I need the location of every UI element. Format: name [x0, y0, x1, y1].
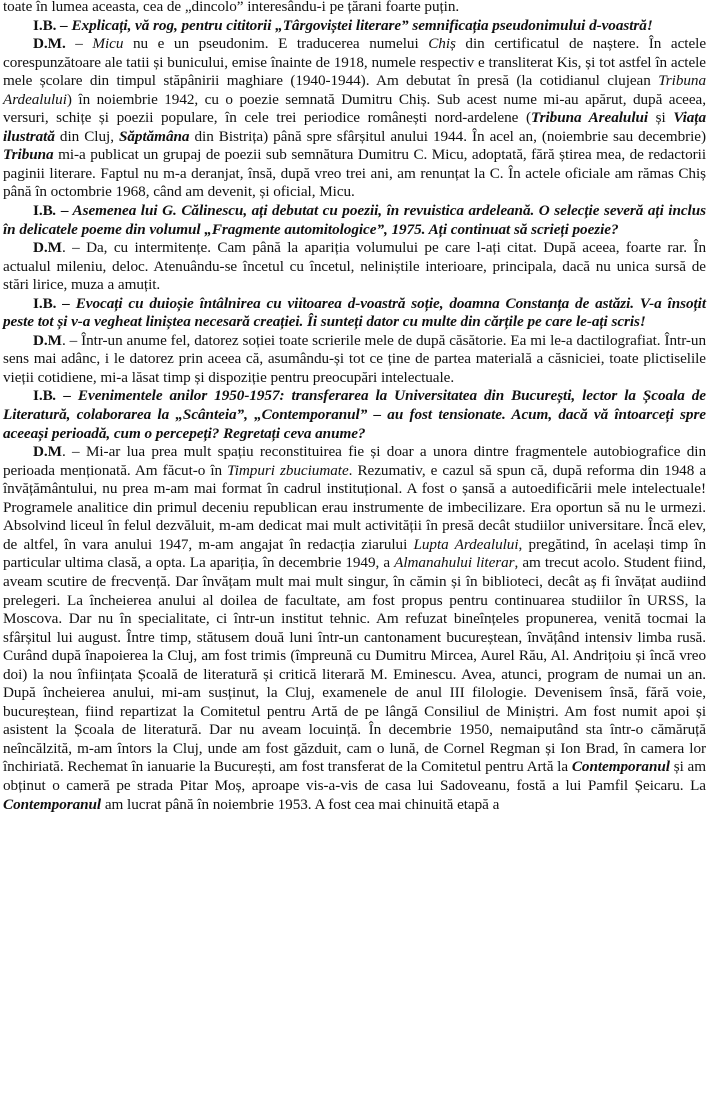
italic-title: Timpuri zbuciumate — [227, 461, 349, 479]
italic-title: Micu — [92, 35, 124, 53]
answer-text: din certificatul de naștere. În actele corespunzătoare ale tatii și bunicului, emise înainte de 1918, numele respectiv e transliterat Kis, și tot astfel în actele mele școlare din timpul stăpânirii maghiare (1940-1944). Am debutat în presă (la cotidianul clujean — [3, 35, 707, 90]
question-text: Evocați cu duioșie întâlnirea cu viitoarea d-voastră soție, doamna Constanța de astăzi. V-a însoțit peste tot și v-a vegheat liniștea necesară creației. Îi sunteți dator cu multe din cărțile pe care le-ați scris! — [3, 294, 706, 331]
answer-text: . Rezumativ, e cazul să spun că, după reforma din 1948 a învățământului, nu prea m-am mai format în cadrul instituțional. A fost o șansă a autoedificării mele intelectuale! Programele analitice din primul deceniu republican erau instrumente de imbecilizare. Era oportun să nu le urmezi. Absolvind liceul în felul dezvăluit, m-am dedicat mai mult activității în presă decât studiilor universitare. Încă elev, de altfel, în vara anului 1947, m-am angajat în redacția ziarului — [3, 461, 707, 553]
answer-text: Mi-ar lua prea mult spațiu reconstituirea fie și doar a unora dintre fragmentele autobiografice din perioada menționată. Am făcut-o în — [3, 443, 706, 479]
speaker-dash: . – — [61, 443, 86, 461]
speaker-dash: . – — [61, 331, 82, 349]
italic-title: Almanahului literar — [394, 554, 515, 572]
italic-title: Chiș — [428, 35, 456, 53]
speaker-dash: – — [65, 35, 93, 53]
answer-paragraph — [3, 443, 706, 814]
speaker-label: I.B. — [33, 16, 57, 34]
question-text: Explicați, vă rog, pentru cititorii „Târgoviștei literare” semnificația pseudonimului d-voastră! — [71, 16, 653, 34]
answer-text: Da, cu intermitențe. Cam până la apariția volumului pe care l-ați citat. După aceea, foarte rar. În actualul mileniu, deloc. Atenuându-se încetul cu încetul, neliniștile interioare, principala, dacă nu unica sursă de stări lirice, muza a amuțit. — [3, 239, 706, 294]
speaker-label: D.M — [33, 239, 62, 257]
interview-blocks — [3, 17, 706, 815]
speaker-label: D.M — [33, 443, 62, 461]
speaker-label: I.B — [33, 387, 53, 405]
italic-title: Viața ilustrată — [3, 109, 706, 145]
question-paragraph — [3, 202, 706, 239]
answer-text: și am obținut o cameră pe strada Pitar Moș, aproape vis-a-vis de casa lui Sadoveanu, fostă a lui Pamfil Șeicaru. La — [3, 758, 707, 794]
answer-text: ) în noiembrie 1942, cu o poezie semnată Dumitru Chiș. Sub acest nume mi-au apărut, după aceea, versuri, schițe și poezii populare, în cele trei periodice românești nord-ardelene ( — [3, 90, 706, 127]
answer-text: mi-a publicat un grupaj de poezii sub semnătura Dumitru C. Micu, adoptată, fără știrea mea, de redactorii paginii literare. Faptul nu m-a deranjat, însă, după vreo trei ani, am renunțat la C. În actele oficiale am rămas Chiș până în octombrie 1968, când am devenit, și oficial, Micu. — [3, 146, 706, 201]
speaker-dash: – — [56, 294, 76, 312]
answer-text: am lucrat până în noiembrie 1953. A fost cea mai chinuită etapă a — [101, 795, 500, 813]
italic-title: Lupta Ardealului — [413, 535, 519, 553]
speaker-label: D.M — [33, 331, 62, 349]
italic-title: Contemporanul — [3, 795, 102, 813]
question-text: Evenimentele anilor 1950-1957: transferarea la Universitatea din București, lector la Școala de Literatură, colaborarea la „Scânteia”, „Contemporanul” – au fost tensionate. Acum, dacă vă întoarceți spre aceeași perioadă, cum o percepeți? Regretați ceva anume? — [3, 387, 706, 442]
italic-title: Tribuna — [3, 146, 54, 164]
speaker-dash: . – — [61, 239, 87, 257]
speaker-label: I.B — [33, 202, 53, 220]
answer-text: din Cluj, — [54, 127, 119, 145]
speaker-label: I.B. — [33, 294, 57, 312]
answer-paragraph — [3, 332, 706, 388]
answer-paragraph — [3, 239, 706, 295]
answer-text: , pregătind, în același timp în particular ultima clasă, a opta. La apariția, în decembrie 1949, a — [3, 535, 706, 572]
answer-text: nu e un pseudonim. E traducerea numelui — [123, 35, 429, 53]
answer-paragraph — [3, 35, 706, 202]
speaker-dash: – — [56, 16, 72, 34]
answer-text: din Bistrița) până spre sfârșitul anului 1944. În acel an, (noiembrie sau decembrie) — [189, 127, 706, 145]
italic-title: Tribuna Arealului — [530, 109, 649, 127]
answer-text: , am trecut acolo. Student fiind, aveam scutire de frecvență. Dar învățam mult mai mult singur, în cămin și în biblioteci, decât aș fi învățat audiind prelegeri. La încheierea anului al doilea de facultate, am fost propus pentru continuarea studiilor în URSS, la Moscova. Dar nu în specialitate, ci într-un institut tehnic. Am refuzat bineînțeles propunerea, venită tocmai la sfârșitul lui august. Între timp, stătusem două luni într-un cantonament bucureștean, învățând intensiv limba rusă. Curând după înapoierea la Cluj, am fost trimis (împreună cu Dumitru Mircea, Aurel Rău, Al. Andrițoiu și încă vreo doi) la nou înființata Școală de literatură și critică literară M. Eminescu. Avea, atunci, program de numai un an. După încheierea anului, mi-am susținut, la Cluj, examenele de anul III filologie. Devenisem însă, fără voie, bucureștean, fiind repartizat la Comitetul pentru Artă de pe lângă Consiliul de Miniștri. Am fost numit apoi și asistent la Școala de literatură. Dar nu aveam locuință. În decembrie 1950, nemaiputând sta într-o cămăruță neîncălzită, m-am întors la Cluj, unde am fost găzduit, cam o lună, de Cornel Regman și Ion Brad, în camera lor închiriată. Rechemat în ianuarie la București, am fost transferat de la Comitetul pentru Artă la — [3, 554, 706, 776]
italic-title: Contemporanul — [571, 758, 670, 776]
italic-title: Tribuna Ardealului — [3, 72, 706, 108]
italic-title: Săptămâna — [118, 127, 190, 145]
answer-text: Într-un anume fel, datorez soției toate scrierile mele de după căsătorie. Ea mi le-a dactilografiat. Într-un sens mai adânc, i le datorez prin aceea că, asumându-și tot ce ține de partea materială a căsniciei, toate plictiselile vieții cotidiene, mi-a lăsat timp și dispoziție pentru preocupări intelectuale. — [3, 331, 706, 386]
question-paragraph — [3, 387, 706, 443]
speaker-dash: . – — [52, 202, 73, 220]
question-paragraph — [3, 295, 706, 332]
intro-line: toate în lumea aceasta, cea de „dincolo” interesându-i pe țărani foarte puțin. — [3, 0, 460, 15]
answer-text: și — [648, 109, 674, 127]
speaker-dash: . – — [52, 387, 78, 405]
question-text: Asemenea lui G. Călinescu, ați debutat cu poezii, în revuistica ardeleană. O selecție severă ați inclus în delicatele poeme din volumul „Fragmente automitologice”, 1975. Ați continuat să scrieți poezie? — [3, 202, 706, 238]
speaker-label: D.M. — [33, 35, 66, 53]
question-paragraph — [3, 17, 706, 36]
